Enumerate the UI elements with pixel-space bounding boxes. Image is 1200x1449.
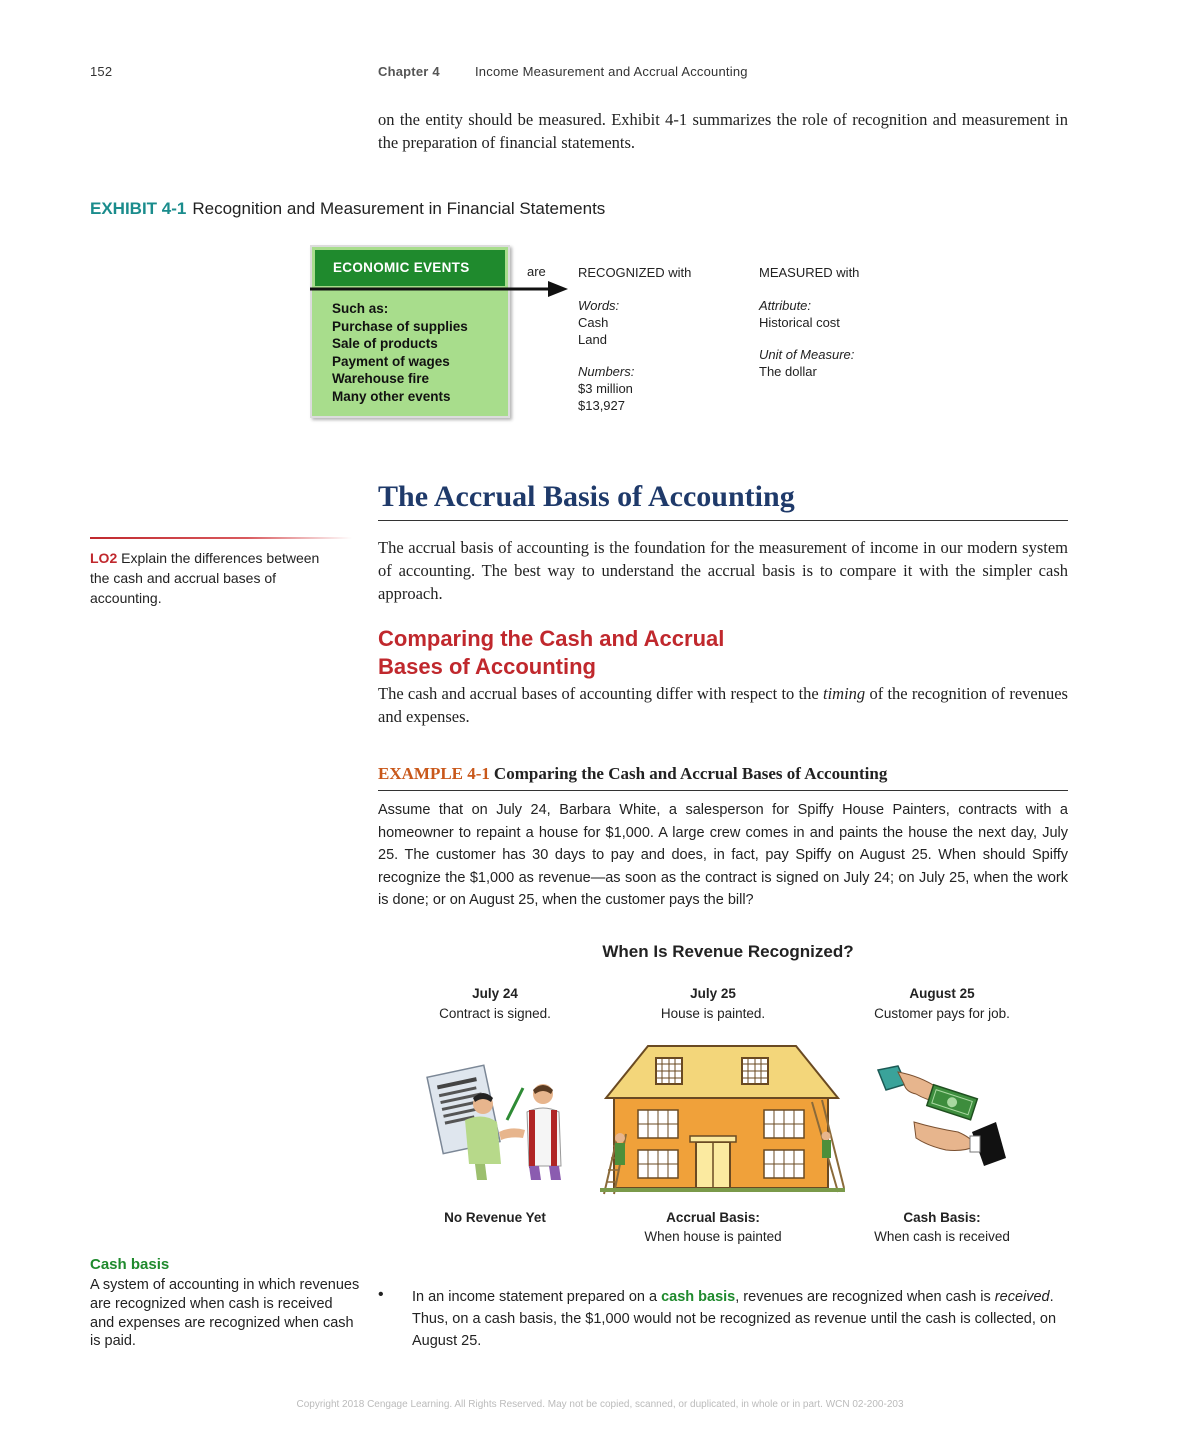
exhibit-title (90, 199, 605, 219)
economic-events-list (332, 300, 468, 406)
timing-paragraph (378, 682, 1068, 728)
timeline-footer-label: Accrual Basis: (666, 1210, 760, 1225)
economic-event-item: Sale of products (332, 336, 438, 352)
attribute-value: Historical cost (759, 315, 840, 330)
subsection-title (378, 625, 724, 681)
unit-value: The dollar (759, 364, 817, 379)
timeline-footer-3 (832, 1208, 1052, 1246)
page-number: 152 (90, 64, 113, 79)
timing-italic: timing (823, 684, 866, 703)
are-label: are (527, 264, 546, 279)
bullet-italic: received (994, 1289, 1050, 1305)
section-rule (378, 520, 1068, 521)
chapter-title: Income Measurement and Accrual Accounting (475, 64, 748, 79)
timeline-footer-detail: When cash is received (874, 1229, 1010, 1244)
numbers-item: $13,927 (578, 398, 625, 413)
example-caption: Comparing the Cash and Accrual Bases of Accounting (493, 764, 888, 783)
measured-header: MEASURED with (759, 265, 860, 280)
timeline-event: House is painted. (660, 1006, 766, 1021)
intro-paragraph: on the entity should be measured. Exhibit 4-1 summarizes the role of recognition and measurement in the preparation of financial statements. (378, 110, 1068, 152)
timeline-event: Customer pays for job. (874, 1006, 1010, 1021)
bullet-keyword: cash basis (661, 1289, 736, 1305)
economic-event-item: Warehouse fire (332, 371, 430, 387)
lo-text: Explain the differences between the cash and accrual bases of accounting. (90, 550, 320, 606)
bullet-text-after: . Thus, on a cash basis, the $1,000 would not be recognized as revenue until the cash is collected, on August 25. (412, 1289, 1057, 1349)
exhibit-label: EXHIBIT 4-1 (90, 199, 187, 218)
measured-column (759, 264, 859, 380)
timeline-footer-2 (603, 1208, 823, 1246)
accrual-paragraph: The accrual basis of accounting is the foundation for the measurement of income in our modern system of accounting. The best way to understand the accrual basis is to compare it with the simpler cash approach. (378, 538, 1068, 603)
bullet-paragraph (412, 1286, 1072, 1352)
bullet-text-before: In an income statement prepared on a (412, 1289, 662, 1305)
lo-rule (90, 537, 352, 539)
economic-event-item: Purchase of supplies (332, 318, 468, 334)
handshake-contract-icon (425, 1052, 575, 1182)
exhibit-caption: Recognition and Measurement in Financial Statements (192, 199, 606, 218)
glossary-term: Cash basis (90, 1256, 170, 1273)
figure-title: When Is Revenue Recognized? (602, 942, 854, 961)
cash-payment-icon (876, 1062, 1008, 1178)
unit-label: Unit of Measure: (759, 347, 855, 362)
example-title (378, 764, 887, 784)
timeline-date: July 25 (690, 986, 736, 1001)
timing-text-after: of the recognition of revenues and expenses. (378, 684, 1068, 726)
timeline-footer-label: No Revenue Yet (444, 1210, 546, 1225)
bullet-icon: • (378, 1286, 384, 1303)
recognized-header: RECOGNIZED with (578, 265, 692, 280)
timing-text-before: The cash and accrual bases of accounting differ with respect to the (378, 684, 823, 703)
learning-objective (90, 548, 330, 608)
attribute-label: Attribute: (759, 298, 812, 313)
economic-event-item: Such as: (332, 301, 389, 316)
words-label: Words: (578, 298, 620, 313)
section-title: The Accrual Basis of Accounting (378, 480, 795, 513)
economic-event-item: Payment of wages (332, 353, 450, 369)
timeline-date: July 24 (472, 986, 518, 1001)
economic-events-header: ECONOMIC EVENTS (315, 250, 505, 286)
numbers-item: $3 million (578, 381, 633, 396)
words-item: Land (578, 332, 607, 347)
example-rule (378, 790, 1068, 791)
economic-event-item: Many other events (332, 388, 451, 404)
chapter-label: Chapter 4 (378, 64, 440, 79)
timeline-footer-1 (385, 1208, 605, 1227)
example-label: EXAMPLE 4-1 (378, 764, 490, 783)
example-body: Assume that on July 24, Barbara White, a salesperson for Spiffy House Painters, contracts with a homeowner to repaint a house for $1,000. A large crew comes in and paints the house the next day, July 25. The customer has 30 days to pay and does, in fact, pay Spiffy on August 25. When should Spiffy recognize the $1,000 as revenue—as soon as the contract is signed on July 24; on July 25, when the work is done; or on August 25, when the customer pays the bill? (378, 802, 1068, 908)
copyright-notice: Copyright 2018 Cengage Learning. All Rights Reserved. May not be copied, scanned, or duplicated, in whole or in part. WCN 02-200-203 (296, 1399, 904, 1410)
timeline-footer-label: Cash Basis: (903, 1210, 981, 1225)
timeline-column-2 (603, 984, 823, 1024)
words-item: Cash (578, 315, 609, 330)
house-painters-icon (600, 1042, 845, 1200)
timeline-column-3 (832, 984, 1052, 1024)
economic-events-box (310, 245, 510, 418)
timeline-date: August 25 (909, 986, 975, 1001)
arrow-right-icon (310, 278, 572, 300)
timeline-column-1 (385, 984, 605, 1024)
glossary-definition: A system of accounting in which revenues are recognized when cash is received and expenses are recognized when cash is paid. (90, 1277, 360, 1350)
timeline-footer-detail: When house is painted (644, 1229, 782, 1244)
recognized-column (578, 264, 691, 414)
numbers-label: Numbers: (578, 364, 635, 379)
subsection-title-line1: Comparing the Cash and Accrual (378, 626, 725, 651)
timeline-event: Contract is signed. (439, 1006, 551, 1021)
subsection-title-line2: Bases of Accounting (378, 654, 596, 679)
lo-label: LO2 (90, 550, 118, 566)
bullet-text-middle: , revenues are recognized when cash is (735, 1289, 995, 1305)
